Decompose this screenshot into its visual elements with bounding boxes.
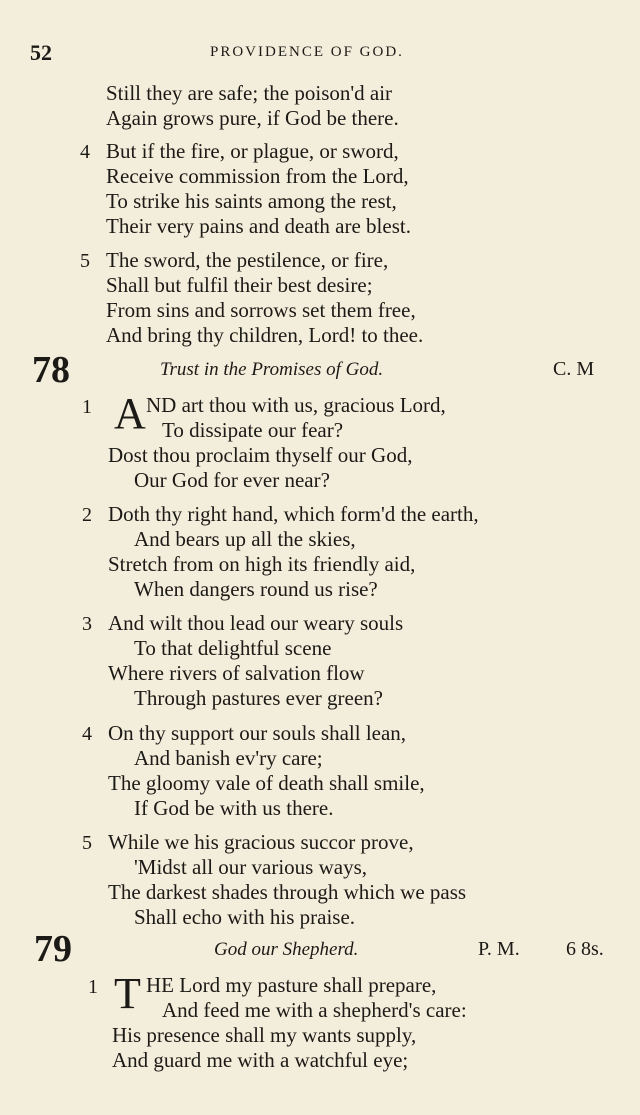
- carryover-line: Still they are safe; the poison'd air: [106, 81, 393, 105]
- verse-number: 1: [82, 396, 92, 418]
- verse-line: And feed me with a shepherd's care:: [162, 998, 467, 1022]
- verse-line: HE Lord my pasture shall prepare,: [146, 973, 437, 997]
- hymn-title: God our Shepherd.: [214, 939, 359, 960]
- hymn-number: 78: [32, 349, 70, 391]
- verse-line: To that delightful scene: [134, 636, 332, 660]
- verse-line: Through pastures ever green?: [134, 686, 383, 710]
- verse-line: When dangers round us rise?: [134, 577, 378, 601]
- verse-line: Where rivers of salvation flow: [108, 661, 365, 685]
- verse-line: To dissipate our fear?: [162, 418, 344, 442]
- verse-line: From sins and sorrows set them free,: [106, 298, 416, 322]
- verse-line: While we his gracious succor prove,: [108, 830, 414, 854]
- running-head: PROVIDENCE OF GOD.: [210, 44, 404, 60]
- hymn-title: Trust in the Promises of God.: [160, 359, 384, 380]
- verse-line: And bears up all the skies,: [134, 527, 356, 551]
- verse-line: Shall echo with his praise.: [134, 905, 356, 929]
- hymn-meter-secondary: 6 8s.: [566, 938, 604, 960]
- verse-line: If God be with us there.: [134, 796, 334, 820]
- verse-line: Shall but fulfil their best desire;: [106, 273, 373, 297]
- verse-line: And banish ev'ry care;: [134, 746, 323, 770]
- verse-line: 'Midst all our various ways,: [134, 855, 368, 879]
- verse-line: To strike his saints among the rest,: [106, 189, 397, 213]
- verse-line: Stretch from on high its friendly aid,: [108, 552, 416, 576]
- hymn-number: 79: [34, 928, 72, 970]
- verse-line: And guard me with a watchful eye;: [112, 1048, 409, 1072]
- page-number: 52: [30, 40, 52, 65]
- verse-line: And bring thy children, Lord! to thee.: [106, 323, 424, 347]
- hymn-meter: P. M.: [478, 938, 520, 960]
- verse-line: The darkest shades through which we pass: [108, 880, 467, 904]
- drop-cap: T: [114, 969, 141, 1018]
- hymn-meter: C. M: [553, 358, 595, 380]
- verse-line: Dost thou proclaim thyself our God,: [108, 443, 413, 467]
- verse-number: 2: [82, 504, 92, 526]
- verse-line: Doth thy right hand, which form'd the earth,: [108, 502, 479, 526]
- verse-line: Their very pains and death are blest.: [106, 214, 411, 238]
- carryover-line: Again grows pure, if God be there.: [106, 106, 399, 130]
- drop-cap: A: [114, 389, 146, 438]
- verse-line: His presence shall my wants supply,: [112, 1023, 417, 1047]
- verse-number: 4: [82, 723, 92, 745]
- verse-number: 5: [82, 832, 92, 854]
- verse-line: ND art thou with us, gracious Lord,: [146, 393, 446, 417]
- verse-line: Receive commission from the Lord,: [106, 164, 409, 188]
- verse-number: 5: [80, 250, 90, 272]
- verse-number: 4: [80, 141, 90, 163]
- verse-line: But if the fire, or plague, or sword,: [106, 139, 399, 163]
- verse-line: Our God for ever near?: [134, 468, 330, 492]
- verse-line: The sword, the pestilence, or fire,: [106, 248, 389, 272]
- verse-number: 3: [82, 613, 92, 635]
- verse-number: 1: [88, 976, 98, 998]
- verse-line: On thy support our souls shall lean,: [108, 721, 407, 745]
- verse-line: The gloomy vale of death shall smile,: [108, 771, 425, 795]
- verse-line: And wilt thou lead our weary souls: [108, 611, 404, 635]
